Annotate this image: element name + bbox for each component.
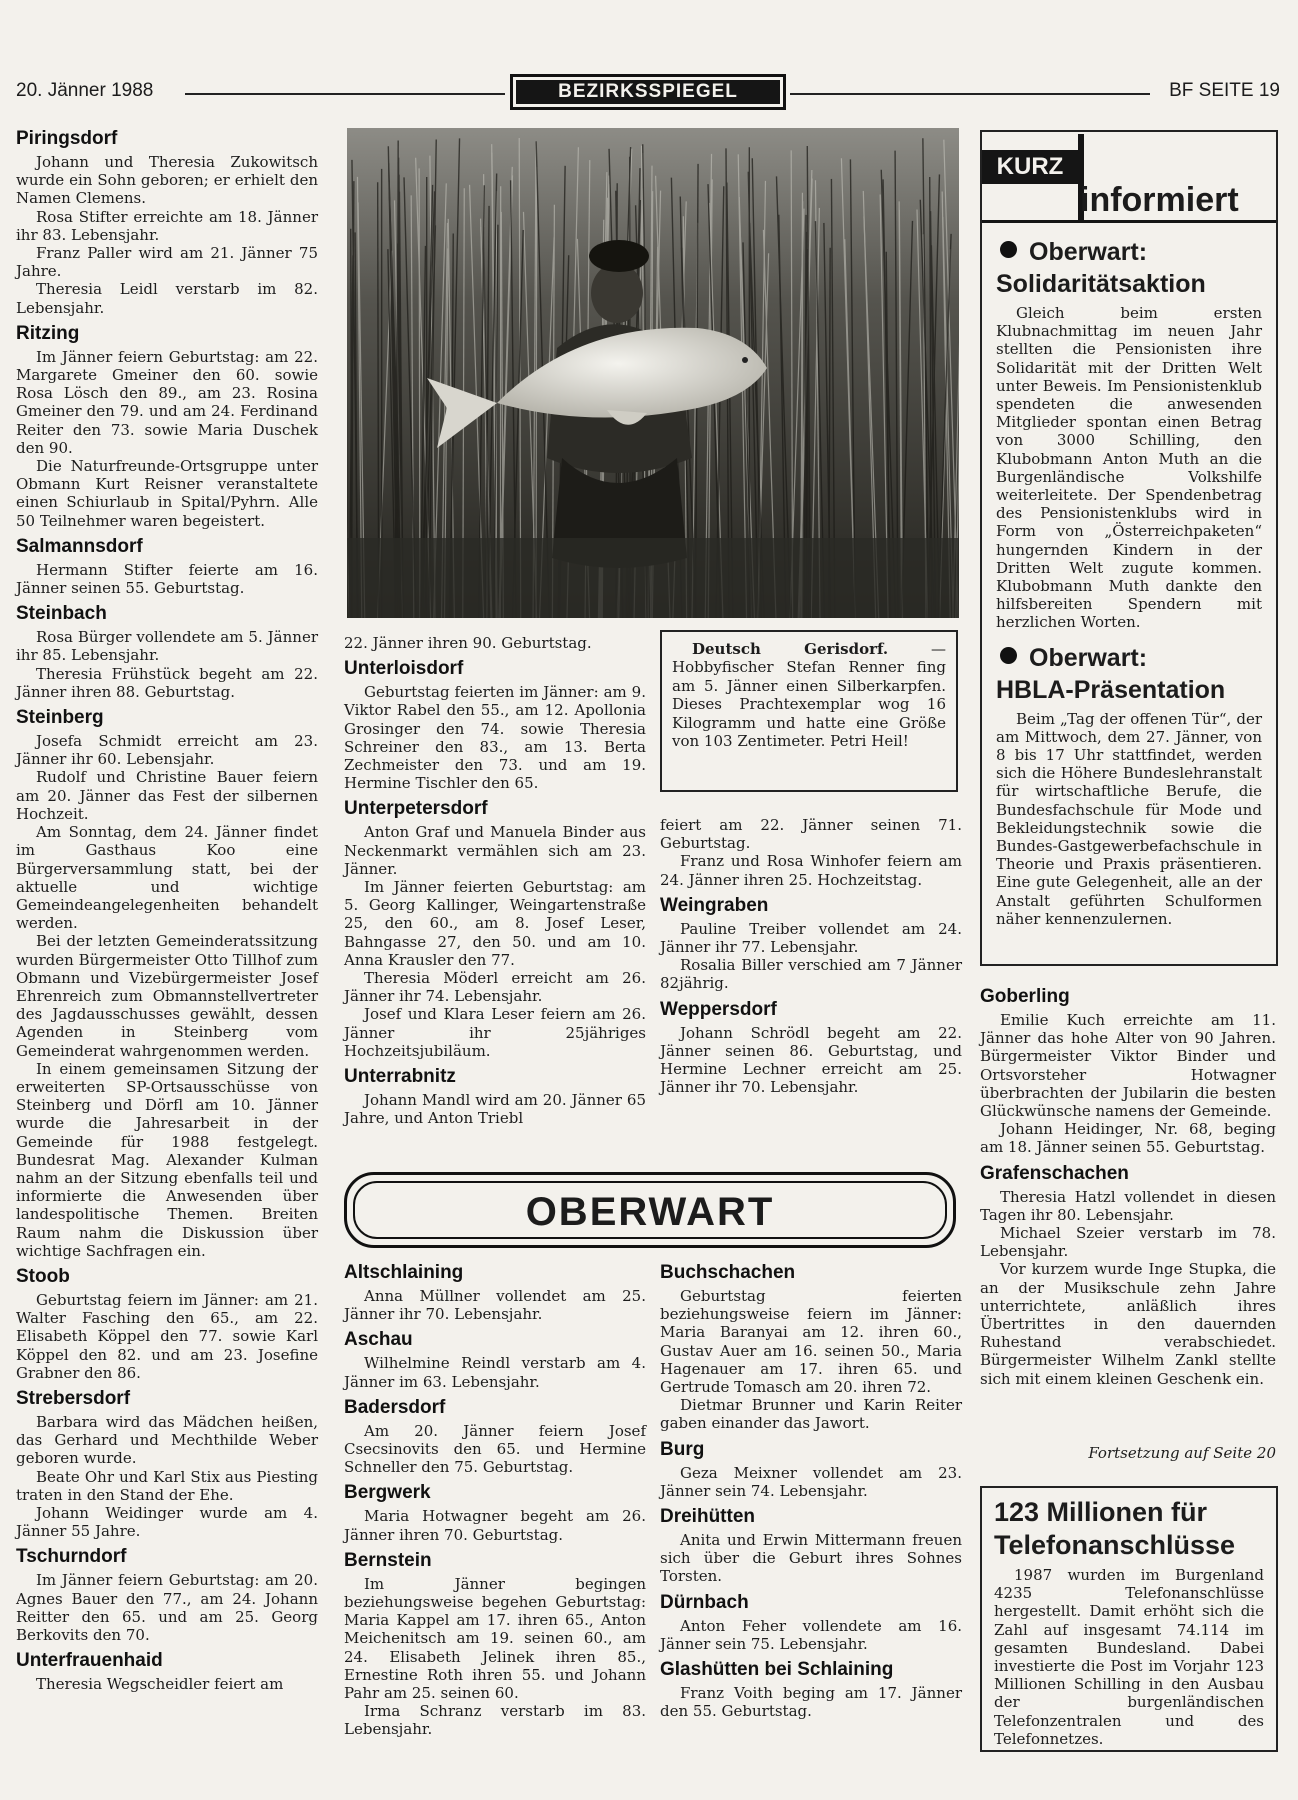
locality-heading: Steinbach: [16, 603, 107, 625]
oberwart-banner-title: OBERWART: [353, 1181, 947, 1239]
locality-heading: Grafenschachen: [980, 1162, 1129, 1184]
news-paragraph: Josefa Schmidt erreicht am 23. Jänner ihr 60. Lebensjahr.: [16, 732, 318, 769]
news-paragraph: Bei der letzten Gemeinderatssitzung wurden Bürgermeister Otto Tillhof zum Obmann und Vizebürgermeister Josef Ehrenreich zum Obmannstellvertreter des Jagdausschusses gewählt, dessen Agenden in Steinberg vom Gemeinderat wahrgenommen werden.: [16, 932, 318, 1060]
news-paragraph: 22. Jänner ihren 90. Geburtstag.: [344, 634, 592, 652]
column-2-bottom: [344, 1256, 646, 1739]
kurz-logo-rule: [982, 220, 1276, 223]
news-paragraph: Rosalia Biller verschied am 7 Jänner 82jährig.: [660, 956, 962, 993]
news-paragraph: Vor kurzem wurde Inge Stupka, die an der Musikschule zehn Jahre unterrichtete, anläßlich ihres Übertrittes in den dauernden Ruhestand verabschiedet. Bürgermeister Wilhelm Zankl stellte sich mit einem kleinen Geschenk ein.: [980, 1260, 1276, 1388]
news-paragraph: Anton Graf und Manuela Binder aus Neckenmarkt vermählen sich am 23. Jänner.: [344, 823, 646, 878]
news-paragraph: Theresia Frühstück begeht am 22. Jänner ihren 88. Geburtstag.: [16, 664, 318, 701]
kurz-items: [996, 236, 1262, 928]
locality-heading: Unterpetersdorf: [344, 798, 488, 820]
news-paragraph: Irma Schranz verstarb im 83. Lebensjahr.: [344, 1702, 646, 1739]
news-paragraph: Johann Heidinger, Nr. 68, beging am 18. Jänner seinen 55. Geburtstag.: [980, 1120, 1276, 1157]
locality-heading: Tschurndorf: [16, 1546, 127, 1568]
locality-heading: Unterrabnitz: [344, 1066, 456, 1088]
news-paragraph: Franz Paller wird am 21. Jänner 75 Jahre.: [16, 244, 318, 281]
news-paragraph: Im Jänner feiern Geburtstag: am 22. Margarete Gmeiner den 60. sowie Rosa Lösch den 89., am 23. Rosina Gmeiner den 79. und am 24. Ferdinand Reiter den 73. sowie Maria Duschek den 90.: [16, 347, 318, 457]
issue-date: 20. Jänner 1988: [16, 80, 154, 101]
kurz-informiert-box: [980, 130, 1278, 966]
locality-heading: Piringsdorf: [16, 128, 118, 149]
locality-heading: Salmannsdorf: [16, 535, 143, 557]
news-paragraph: Rudolf und Christine Bauer feiern am 20. Jänner das Fest der silbernen Hochzeit.: [16, 768, 318, 823]
column-1: [16, 122, 318, 1693]
locality-heading: Ritzing: [16, 322, 80, 344]
carp-photo-illustration: [347, 128, 959, 618]
news-paragraph: Rosa Stifter erreichte am 18. Jänner ihr 83. Lebensjahr.: [16, 207, 318, 244]
news-paragraph: Maria Hotwagner begeht am 26. Jänner ihren 70. Geburtstag.: [344, 1507, 646, 1544]
column-3-top: [660, 816, 962, 1096]
news-paragraph: Johann Mandl wird am 20. Jänner 65 Jahre, und Anton Triebl: [344, 1091, 646, 1128]
header-rule-right: [790, 93, 1150, 95]
locality-heading: Weingraben: [660, 894, 769, 916]
news-paragraph: Theresia Hatzl vollendet in diesen Tagen ihr 80. Lebensjahr.: [980, 1187, 1276, 1224]
continuation-note: Fortsetzung auf Seite 20: [1088, 1444, 1276, 1462]
news-paragraph: Theresia Möderl erreicht am 26. Jänner ihr 74. Lebensjahr.: [344, 969, 646, 1006]
news-paragraph: Anita und Erwin Mittermann freuen sich über die Geburt ihres Sohnes Torsten.: [660, 1531, 962, 1586]
news-paragraph: Franz und Rosa Winhofer feiern am 24. Jänner ihren 25. Hochzeitstag.: [660, 852, 962, 889]
news-paragraph: Beate Ohr und Karl Stix aus Piesting traten in den Stand der Ehe.: [16, 1467, 318, 1504]
locality-heading: Unterloisdorf: [344, 658, 464, 680]
news-paragraph: feiert am 22. Jänner seinen 71. Geburtstag.: [660, 816, 962, 853]
news-paragraph: Anna Müllner vollendet am 25. Jänner ihr 70. Lebensjahr.: [344, 1287, 646, 1324]
locality-heading: Buchschachen: [660, 1262, 796, 1283]
news-paragraph: Johann Weidinger wurde am 4. Jänner 55 Jahre.: [16, 1504, 318, 1541]
column-2-top: [344, 634, 646, 1127]
locality-heading: Aschau: [344, 1329, 413, 1351]
news-paragraph: Pauline Treiber vollendet am 24. Jänner ihr 77. Lebensjahr.: [660, 919, 962, 957]
oberwart-banner: [344, 1172, 956, 1248]
kurz-item-text: Gleich beim ersten Klubnachmittag im neuen Jahr stellten die Pensionisten ihre Solidarität mit der Dritten Welt unter Beweis. Im Pensionistenklub spendeten die anwesenden Mitglieder spontan einen Betrag von 3000 Schilling, den Klubobmann Anton Muth an die Burgenländische Volkshilfe weiterleitete. Der Spendenbetrag des Pensionistenklubs wird in Form von „Österreichpaketen“ hungernden Kindern in der Dritten Welt zugute kommen. Klubobmann Muth dankte den hilfsbereiten Spendern mit herzlichen Worten.: [996, 304, 1262, 632]
news-paragraph: Theresia Leidl verstarb im 82. Lebensjahr.: [16, 280, 318, 317]
news-paragraph: Michael Szeier verstarb im 78. Lebensjahr.: [980, 1224, 1276, 1261]
kurz-item-heading-topic: Solidaritätsaktion: [996, 270, 1206, 298]
photo-caption: [660, 630, 958, 792]
telefon-headline: 123 Millionen für Telefonanschlüsse: [994, 1497, 1236, 1560]
news-paragraph: Barbara wird das Mädchen heißen, das Gerhard und Mechthilde Weber geboren wurde.: [16, 1412, 318, 1468]
bullet-icon: [1000, 241, 1017, 258]
column-4: [980, 980, 1276, 1388]
kurz-item-heading: [996, 642, 1262, 674]
locality-heading: Dreihütten: [660, 1506, 755, 1528]
section-title-box: [510, 74, 786, 110]
locality-heading: Steinberg: [16, 707, 104, 729]
kurz-item-heading-topic: HBLA-Präsentation: [996, 675, 1226, 704]
column-3-bottom: [660, 1256, 962, 1720]
locality-heading: Unterfrauenhaid: [16, 1650, 163, 1672]
kurz-word: informiert: [1080, 181, 1239, 219]
news-paragraph: Johann Schrödl begeht am 22. Jänner seinen 86. Geburtstag, und Hermine Lechner erreicht am 25. Jänner ihr 70. Lebensjahr.: [660, 1023, 962, 1097]
telefon-box: [980, 1486, 1278, 1752]
page-number: BF SEITE 19: [1169, 80, 1280, 101]
news-paragraph: Im Jänner feierten Geburtstag: am 5. Georg Kallinger, Weingartenstraße 25, den 60., am 8. Josef Leser, Bahngasse 27, den 50. und am 10. Anna Krausler den 77.: [344, 878, 646, 969]
locality-heading: Stoob: [16, 1265, 70, 1287]
news-paragraph: Die Naturfreunde-Ortsgruppe unter Obmann Kurt Reisner veranstaltete einen Schiurlaub in Spital/Pyhrn. Alle 50 Teilnehmer waren begeistert.: [16, 457, 318, 530]
kurz-item-heading-place: Oberwart:: [1029, 238, 1148, 266]
news-paragraph: Hermann Stifter feierte am 16. Jänner seinen 55. Geburtstag.: [16, 560, 318, 598]
news-paragraph: Anton Feher vollendete am 16. Jänner sein 75. Lebensjahr.: [660, 1616, 962, 1653]
news-paragraph: Dietmar Brunner und Karin Reiter gaben einander das Jawort.: [660, 1396, 962, 1433]
locality-heading: Bergwerk: [344, 1482, 431, 1504]
news-paragraph: Im Jänner begingen beziehungsweise begehen Geburtstag: Maria Kappel am 17. ihren 65., Anton Meichenitsch am 19. seinen 60., am 24. Elisabeth Jelinek ihren 85., Ernestine Roth ihren 55. und Johann Pahr am 25. seinen 60.: [344, 1574, 646, 1703]
locality-heading: Bernstein: [344, 1549, 432, 1571]
kurz-informiert-logo: [982, 132, 1276, 224]
section-title: BEZIRKSSPIEGEL: [516, 80, 780, 104]
news-paragraph: Im Jänner feiern Geburtstag: am 20. Agnes Bauer den 77., am 24. Johann Reitter den 65. und am 25. Georg Berkovits den 70.: [16, 1571, 318, 1645]
news-paragraph: Geburtstag feierten im Jänner: am 9. Viktor Rabel den 55., am 12. Apollonia Grosinger den 74. sowie Theresia Schreiner den 83., am 13. Berta Zechmeister den 73. und am 19. Hermine Tischler den 65.: [344, 683, 646, 793]
locality-heading: Weppersdorf: [660, 998, 777, 1020]
caption-place: Deutsch Gerisdorf.: [692, 640, 889, 658]
photo-fisherman-carp: [347, 128, 959, 618]
news-paragraph: Emilie Kuch erreichte am 11. Jänner das hohe Alter von 90 Jahren. Bürgermeister Viktor Binder und Ortsvorsteher Hotwagner überbrachten der Jubilarin die besten Glückwünsche namens der Gemeinde.: [980, 1011, 1276, 1121]
news-paragraph: Rosa Bürger vollendete am 5. Jänner ihr 85. Lebensjahr.: [16, 628, 318, 665]
news-paragraph: Geburtstag feierten beziehungsweise feiern im Jänner: Maria Baranyai am 12. ihren 60., Gustav Auer am 16. seinen 50., Maria Hagenauer am 17. ihren 65. und Gertrude Tomasch am 20. ihren 72.: [660, 1287, 962, 1397]
news-paragraph: Franz Voith beging am 17. Jänner den 55. Geburtstag.: [660, 1684, 962, 1721]
locality-heading: Strebersdorf: [16, 1387, 131, 1409]
caption-text: [672, 640, 946, 750]
news-paragraph: Theresia Wegscheidler feiert am: [36, 1675, 284, 1694]
kurz-item-heading: [996, 236, 1262, 268]
news-paragraph: Josef und Klara Leser feiern am 26. Jänner ihr 25jähriges Hochzeitsjubiläum.: [344, 1005, 646, 1060]
locality-heading: Glashütten bei Schlaining: [660, 1659, 894, 1681]
kurz-item-text: Beim „Tag der offenen Tür“, der am Mittwoch, dem 27. Jänner, von 8 bis 17 Uhr stattfindet, werden sich die Höhere Bundeslehranstalt für wirtschaftliche Berufe, die Bundesfachschule für Mode und Bekleidungstechnik sowie die Bundes-Gastgewerbefachschule in Theorie und Praxis präsentieren. Eine gute Gelegenheit, alle an der Anstalt geführten Schulformen näher kennenzulernen.: [996, 709, 1262, 928]
locality-heading: Altschlaining: [344, 1262, 464, 1283]
caption-body: — Hobbyfischer Stefan Renner fing am 5. Jänner einen Silberkarpfen. Dieses Prachtexemplar wog 16 Kilogramm und hatte eine Größe von 103 Zentimeter. Petri Heil!: [672, 640, 946, 751]
telefon-text: 1987 wurden im Burgenland 4235 Telefonanschlüsse hergestellt. Damit erhöht sich die Zahl auf insgesamt 74.114 im gesamten Bundesland. Dabei investierte die Post im Vorjahr 123 Millionen Schilling in den Ausbau der burgenländischen Telefonzentralen und des Telefonnetzes.: [994, 1566, 1264, 1748]
locality-heading: Dürnbach: [660, 1591, 749, 1613]
kurz-tag: KURZ: [982, 150, 1078, 184]
kurz-item-heading-place: Oberwart:: [1029, 643, 1148, 672]
header-rule-left: [185, 93, 505, 95]
news-paragraph: Geburtstag feiern im Jänner: am 21. Walter Fasching den 65., am 22. Elisabeth Köppel den 77. sowie Karl Köppel den 82. und am 23. Josefine Grabner den 86.: [16, 1290, 318, 1382]
news-paragraph: Wilhelmine Reindl verstarb am 4. Jänner im 63. Lebensjahr.: [344, 1354, 646, 1391]
locality-heading: Burg: [660, 1438, 705, 1460]
news-paragraph: Geza Meixner vollendet am 23. Jänner sein 74. Lebensjahr.: [660, 1463, 962, 1500]
news-paragraph: Johann und Theresia Zukowitsch wurde ein Sohn geboren; er erhielt den Namen Clemens.: [16, 153, 318, 208]
news-paragraph: Am Sonntag, dem 24. Jänner findet im Gasthaus Koo eine Bürgerversammlung statt, bei der aktuelle und wichtige Gemeindeangelegenheiten behandelt werden.: [16, 823, 318, 933]
bullet-icon: [1000, 647, 1017, 664]
news-paragraph: In einem gemeinsamen Sitzung der erweiterten SP-Ortsausschüsse von Steinberg und Dörfl am 10. Jänner wurde die Jahresarbeit in der Gemeinde für 1988 festgelegt. Bundesrat Mag. Alexander Kulman nahm an der Sitzung ebenfalls teil und informierte die Anwesenden über landespolitische Themen. Breiten Raum nahm die Diskussion über wichtige Sachfragen ein.: [16, 1059, 318, 1260]
locality-heading: Badersdorf: [344, 1396, 446, 1418]
news-paragraph: Am 20. Jänner feiern Josef Csecsinovits den 65. und Hermine Schneller den 75. Geburtstag.: [344, 1421, 646, 1477]
locality-heading: Goberling: [980, 986, 1070, 1007]
